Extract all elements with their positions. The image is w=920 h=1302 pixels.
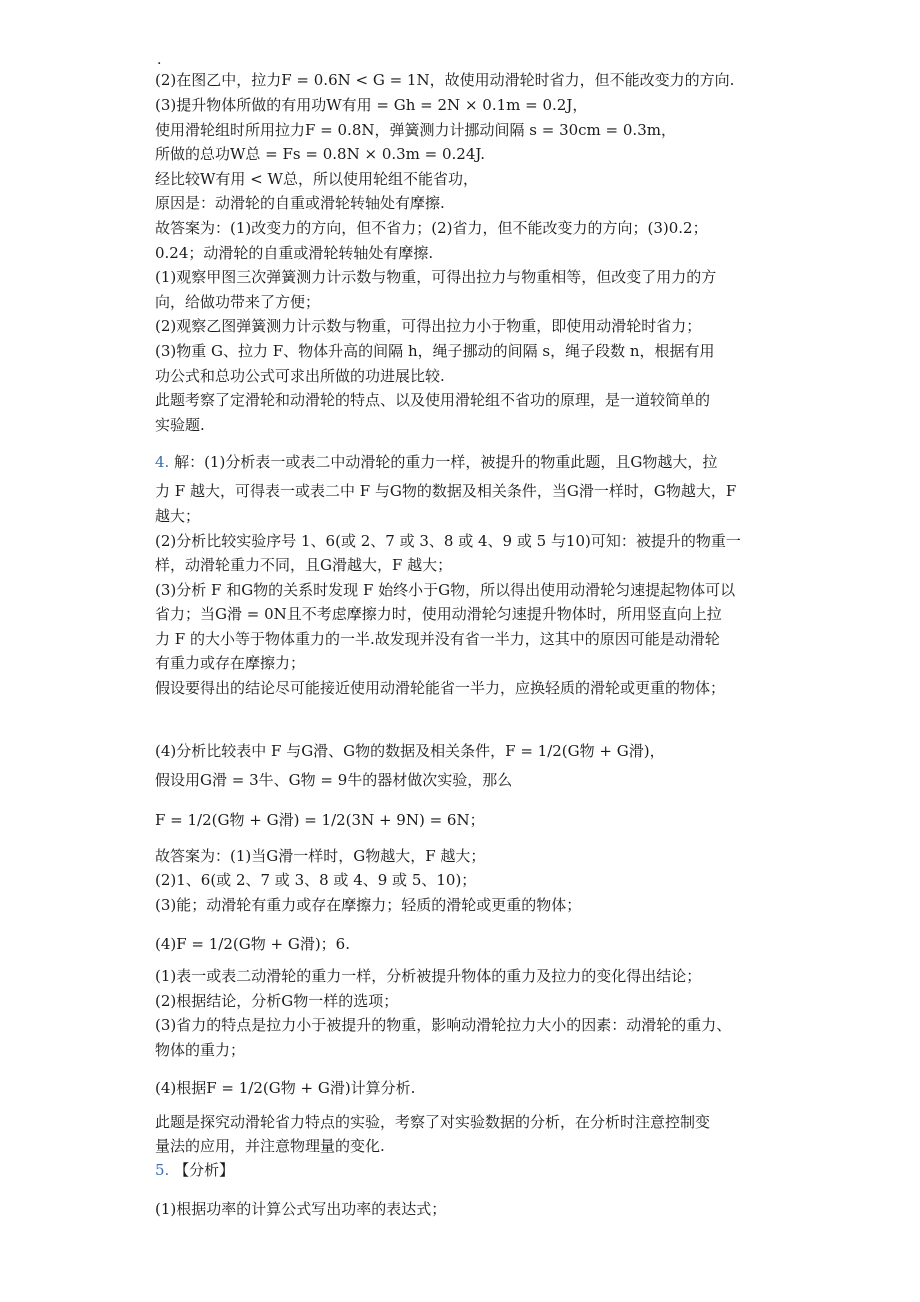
- text-line: 假设用G滑 = 3牛、G物 = 9牛的器材做次实验，那么: [155, 771, 513, 789]
- text-line: (1)表一或表二动滑轮的重力一样，分析被提升物体的重力及拉力的变化得出结论；: [155, 967, 702, 985]
- text-line: 物体的重力；: [155, 1041, 246, 1059]
- text-line: 所做的总功W总 = Fs = 0.8N × 0.3m = 0.24J.: [155, 145, 486, 163]
- text-line: 使用滑轮组时所用拉力F = 0.8N，弹簧测力计挪动间隔 s = 30cm = 0.3m，: [155, 121, 676, 139]
- question-number: 5.: [155, 1161, 170, 1179]
- text-line: 此题是探究动滑轮省力特点的实验，考察了对实验数据的分析，在分析时注意控制变: [155, 1113, 711, 1131]
- text-line: (1)根据功率的计算公式写出功率的表达式；: [155, 1200, 447, 1218]
- formula-line: (4)根据F = 1/2(G物 + G滑)计算分析.: [155, 1079, 416, 1097]
- text-line: 0.24；动滑轮的自重或滑轮转轴处有摩擦.: [155, 244, 434, 262]
- text-line: 有重力或存在摩擦力；: [155, 654, 306, 672]
- text-line: (3)分析 F 和G物的关系时发现 F 始终小于G物，所以得出使用动滑轮匀速提起物体可以: [155, 581, 736, 599]
- text-line: (2)根据结论，分析G物一样的选项；: [155, 992, 399, 1010]
- text-line: 样，动滑轮重力不同，且G滑越大，F 越大；: [155, 556, 453, 574]
- text-line: 故答案为：(1)改变力的方向，但不省力；(2)省力，但不能改变力的方向；(3)0.2；: [155, 219, 708, 237]
- text-line: 力 F 的大小等于物体重力的一半.故发现并没有省一半力，这其中的原因可能是动滑轮: [155, 630, 720, 648]
- text-line: 量法的应用，并注意物理量的变化.: [155, 1137, 385, 1155]
- formula-line: (4)F = 1/2(G物 + G滑)；6.: [155, 935, 350, 953]
- text-line: (2)观察乙图弹簧测力计示数与物重，可得出拉力小于物重，即使用动滑轮时省力；: [155, 317, 702, 335]
- text-line: (3)提升物体所做的有用功W有用 = Gh = 2N × 0.1m = 0.2J，: [155, 96, 588, 114]
- text-line: 故答案为：(1)当G滑一样时，G物越大，F 越大；: [155, 847, 486, 865]
- text-line: 原因是：动滑轮的自重或滑轮转轴处有摩擦.: [155, 194, 445, 212]
- question-4-line: 4. 解：(1)分析表一或表二中动滑轮的重力一样，被提升的物重此题，且G物越大，拉: [155, 453, 718, 471]
- text-line: (2)1、6(或 2、7 或 3、8 或 4、9 或 5、10)；: [155, 871, 477, 889]
- text-line: 省力；当G滑 = 0N且不考虑摩擦力时，使用动滑轮匀速提升物体时，所用竖直向上拉: [155, 605, 722, 623]
- text-line: 力 F 越大，可得表一或表二中 F 与G物的数据及相关条件，当G滑一样时，G物越大，F: [155, 482, 737, 500]
- text-line: 越大；: [155, 507, 201, 525]
- text-line: (2)分析比较实验序号 1、6(或 2、7 或 3、8 或 4、9 或 5 与10)可知：被提升的物重一: [155, 532, 741, 550]
- text-line: (2)在图乙中，拉力F = 0.6N < G = 1N，故使用动滑轮时省力，但不能改变力的方向.: [155, 71, 735, 89]
- leading-dot: .: [157, 52, 162, 68]
- text-line: 假设要得出的结论尽可能接近使用动滑轮能省一半力，应换轻质的滑轮或更重的物体；: [155, 679, 726, 697]
- text-line: (4)分析比较表中 F 与G滑、G物的数据及相关条件，F = 1/2(G物 + G滑)，: [155, 742, 665, 760]
- text-line: 经比较W有用 < W总，所以使用轮组不能省功，: [155, 170, 478, 188]
- text-line: 功公式和总功公式可求出所做的功进展比较.: [155, 367, 445, 385]
- question-5-line: 5. 【分析】: [155, 1161, 235, 1179]
- text-line: (3)能；动滑轮有重力或存在摩擦力；轻质的滑轮或更重的物体；: [155, 896, 582, 914]
- text-line: (3)省力的特点是拉力小于被提升的物重，影响动滑轮拉力大小的因素：动滑轮的重力、: [155, 1016, 732, 1034]
- formula-line: F = 1/2(G物 + G滑) = 1/2(3N + 9N) = 6N；: [155, 811, 485, 829]
- text-line: 此题考察了定滑轮和动滑轮的特点、以及使用滑轮组不省功的原理，是一道较简单的: [155, 391, 711, 409]
- text-line: 向，给做功带来了方便；: [155, 293, 321, 311]
- text-line: (1)观察甲图三次弹簧测力计示数与物重，可得出拉力与物重相等，但改变了用力的方: [155, 268, 717, 286]
- text-line: 实验题.: [155, 416, 205, 434]
- text-line: (3)物重 G、拉力 F、物体升高的间隔 h，绳子挪动的间隔 s，绳子段数 n，根据有用: [155, 342, 715, 360]
- question-number: 4.: [155, 453, 170, 471]
